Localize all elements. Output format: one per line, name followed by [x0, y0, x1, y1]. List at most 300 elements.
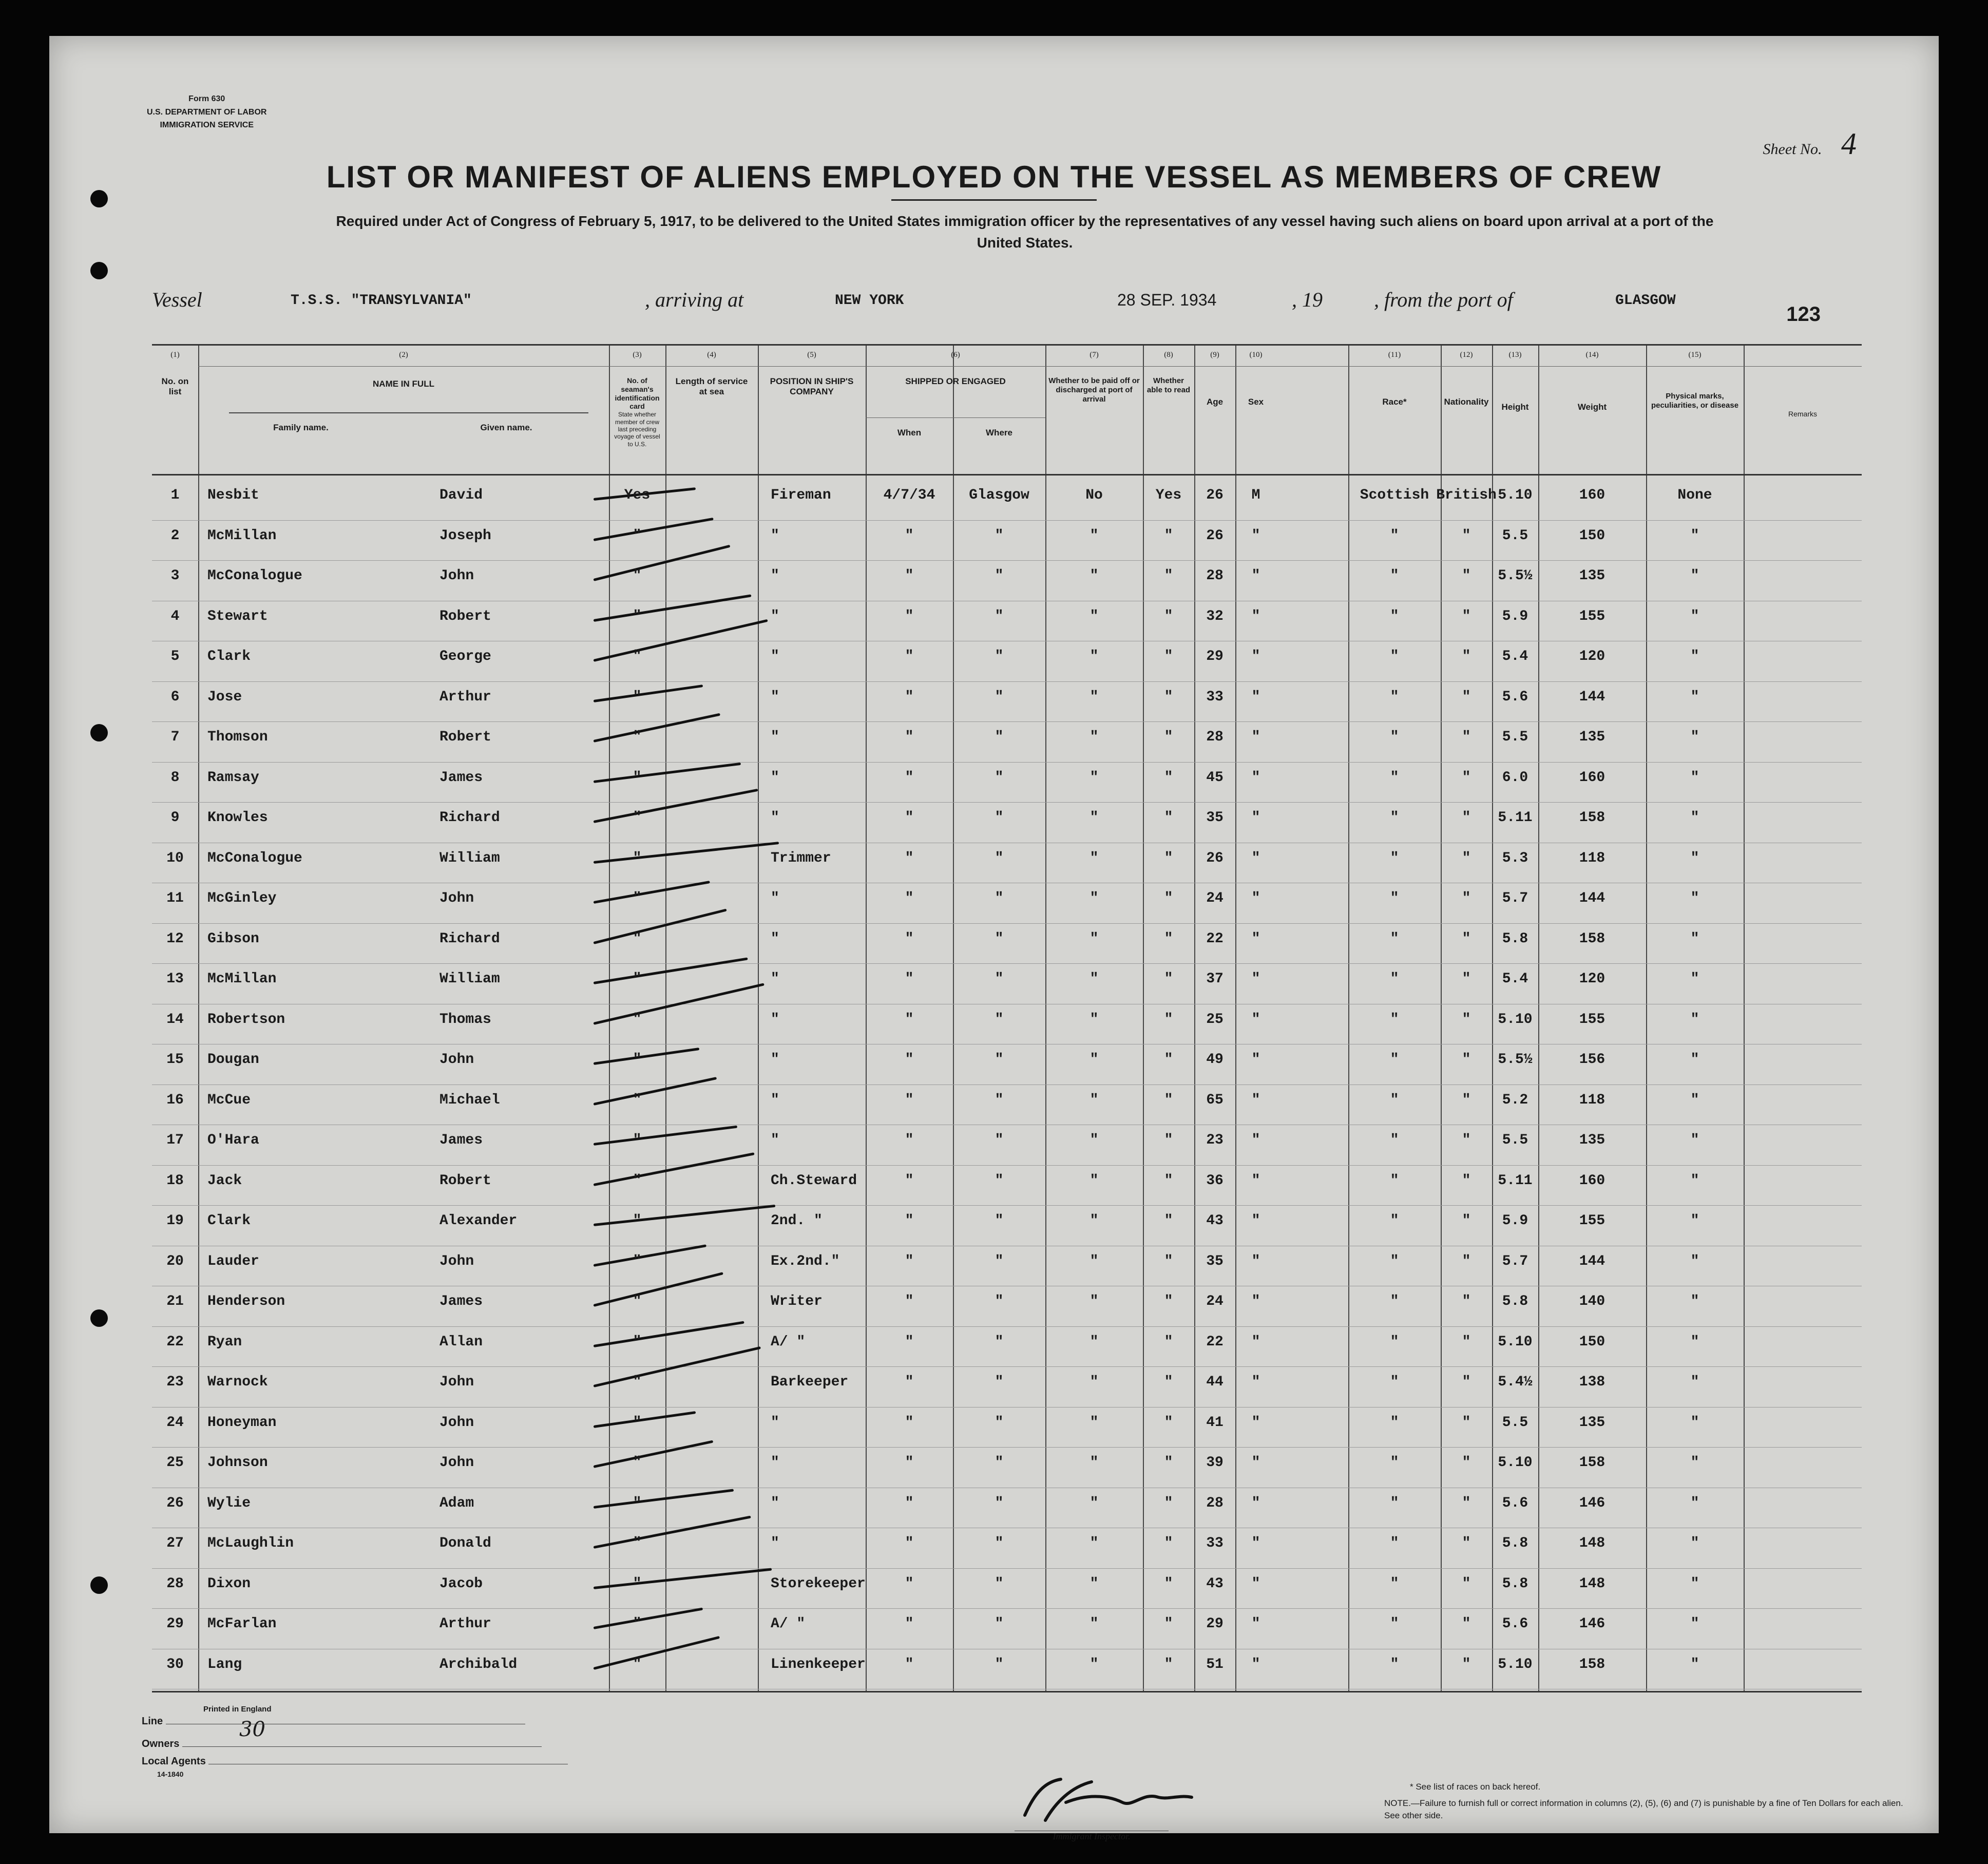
age: 25: [1206, 1011, 1224, 1028]
nationality: ": [1462, 1294, 1471, 1309]
paid-off: ": [1089, 810, 1099, 826]
row-number: 15: [166, 1052, 184, 1068]
row-number: 23: [166, 1374, 184, 1390]
punch-hole: [90, 724, 108, 741]
race: ": [1390, 729, 1399, 745]
table-row: [152, 521, 1862, 561]
row-number: 28: [166, 1575, 184, 1592]
row-number: 7: [170, 729, 180, 745]
seaman-card: ": [633, 689, 642, 705]
position: A/ ": [771, 1616, 806, 1632]
paid-off: ": [1089, 1092, 1099, 1108]
shipped-where: ": [995, 689, 1004, 705]
paid-off: ": [1089, 1294, 1099, 1309]
seaman-card: ": [633, 850, 642, 866]
form-header: [147, 92, 266, 132]
able-read: ": [1164, 1092, 1173, 1108]
race: ": [1390, 1253, 1399, 1269]
table-row: [152, 1246, 1862, 1287]
physical-marks: ": [1690, 1575, 1699, 1592]
header-when: When: [897, 428, 922, 438]
seaman-card: ": [633, 608, 642, 624]
row-number: 13: [166, 971, 184, 987]
physical-marks: None: [1677, 487, 1712, 503]
height: 5.5: [1502, 1414, 1528, 1431]
nationality: British: [1436, 487, 1497, 503]
pen-strike: [594, 763, 741, 783]
paid-off: ": [1089, 1616, 1099, 1632]
family-name: Lauder: [207, 1253, 259, 1269]
sex: ": [1251, 1374, 1260, 1390]
shipped-where: ": [995, 1656, 1004, 1672]
shipped-when: 4/7/34: [883, 487, 935, 503]
sex: ": [1251, 769, 1260, 786]
height: 5.8: [1502, 930, 1528, 947]
shipped-when: ": [905, 1374, 914, 1390]
physical-marks: ": [1690, 971, 1699, 987]
family-name: McMillan: [207, 527, 277, 544]
age: 26: [1206, 850, 1224, 866]
shipped-where: ": [995, 729, 1004, 745]
physical-marks: ": [1690, 1656, 1699, 1672]
able-read: ": [1164, 1374, 1173, 1390]
races-note: * See list of races on back hereof.: [1410, 1782, 1541, 1792]
position: ": [771, 1132, 779, 1148]
family-name: Thomson: [207, 729, 268, 745]
age: 24: [1206, 1294, 1224, 1309]
paid-off: ": [1089, 568, 1099, 584]
age: 33: [1206, 1535, 1224, 1551]
family-name: Gibson: [207, 930, 259, 947]
physical-marks: ": [1690, 769, 1699, 786]
vessel-name: T.S.S. "TRANSYLVANIA": [291, 293, 472, 309]
position: Barkeeper: [771, 1374, 849, 1390]
paid-off: ": [1089, 971, 1099, 987]
paid-off: ": [1089, 608, 1099, 624]
height: 5.8: [1502, 1575, 1528, 1592]
row-number: 10: [166, 850, 184, 866]
age: 41: [1206, 1414, 1224, 1431]
sex: ": [1251, 1253, 1260, 1269]
given-name: Richard: [439, 810, 500, 826]
height: 5.11: [1498, 1172, 1533, 1189]
able-read: ": [1164, 1213, 1173, 1229]
sex: ": [1251, 930, 1260, 947]
position: Fireman: [771, 487, 831, 503]
weight: 158: [1579, 1455, 1605, 1471]
seaman-card: ": [633, 1656, 642, 1672]
nationality: ": [1462, 1374, 1471, 1390]
footer-lines: [142, 1710, 568, 1780]
weight: 138: [1579, 1374, 1605, 1390]
table-row: [152, 641, 1862, 682]
able-read: ": [1164, 608, 1173, 624]
row-number: 20: [166, 1253, 184, 1269]
nationality: ": [1462, 890, 1471, 906]
shipped-where: ": [995, 890, 1004, 906]
seaman-card: ": [633, 1253, 642, 1269]
physical-marks: ": [1690, 1052, 1699, 1068]
sex: ": [1251, 971, 1260, 987]
able-read: Yes: [1155, 487, 1182, 503]
shipped-when: ": [905, 1172, 914, 1189]
height: 5.7: [1502, 890, 1528, 906]
weight: 146: [1579, 1616, 1605, 1632]
family-name: Lang: [207, 1656, 242, 1672]
sheet-number: [1763, 126, 1857, 162]
shipped-where: ": [995, 1575, 1004, 1592]
able-read: ": [1164, 971, 1173, 987]
shipped-where: ": [995, 527, 1004, 544]
shipped-when: ": [905, 1535, 914, 1551]
height: 5.3: [1502, 850, 1528, 866]
table-row: [152, 722, 1862, 763]
weight: 158: [1579, 930, 1605, 947]
sex: ": [1251, 1575, 1260, 1592]
family-name: McFarlan: [207, 1616, 277, 1632]
age: 32: [1206, 608, 1224, 624]
table-row: [152, 843, 1862, 884]
shipped-when: ": [905, 1575, 914, 1592]
age: 43: [1206, 1213, 1224, 1229]
printed-in-england: Printed in England: [203, 1705, 272, 1714]
table-row: [152, 1488, 1862, 1529]
height: 5.6: [1502, 689, 1528, 705]
row-number: 22: [166, 1334, 184, 1350]
from-port: GLASGOW: [1615, 293, 1676, 309]
row-number: 14: [166, 1011, 184, 1028]
given-name: William: [439, 971, 500, 987]
nationality: ": [1462, 1656, 1471, 1672]
age: 35: [1206, 810, 1224, 826]
family-name: O'Hara: [207, 1132, 259, 1148]
sex: ": [1251, 649, 1260, 664]
family-name: Dougan: [207, 1052, 259, 1068]
physical-marks: ": [1690, 1011, 1699, 1028]
table-row: [152, 1407, 1862, 1448]
age: 28: [1206, 729, 1224, 745]
seaman-card: ": [633, 1495, 642, 1511]
shipped-where: ": [995, 1455, 1004, 1471]
height: 5.8: [1502, 1294, 1528, 1309]
from-label: , from the port of: [1374, 288, 1513, 311]
race: ": [1390, 890, 1399, 906]
nationality: ": [1462, 1011, 1471, 1028]
weight: 140: [1579, 1294, 1605, 1309]
col-number: (1): [170, 351, 180, 359]
col-number: (11): [1388, 351, 1401, 359]
inspector-label: Immigrant Inspector.: [1053, 1831, 1131, 1841]
sex: ": [1251, 1656, 1260, 1672]
nationality: ": [1462, 649, 1471, 664]
race: ": [1390, 1294, 1399, 1309]
shipped-where: ": [995, 810, 1004, 826]
family-name: Knowles: [207, 810, 268, 826]
agents-code: 14-1840: [157, 1770, 184, 1778]
header-physical-marks: Physical marks, peculiarities, or disease: [1651, 392, 1739, 410]
col-number: (10): [1249, 351, 1263, 359]
shipped-when: ": [905, 769, 914, 786]
position: ": [771, 608, 779, 624]
row-number: 26: [166, 1495, 184, 1511]
sex: ": [1251, 689, 1260, 705]
pen-strike: [594, 881, 710, 904]
family-name: Henderson: [207, 1294, 285, 1309]
shipped-where: ": [995, 1294, 1004, 1309]
header-family-name: Family name.: [273, 423, 329, 432]
pen-strike: [594, 1048, 700, 1065]
paid-off: ": [1089, 850, 1099, 866]
position: 2nd. ": [771, 1213, 823, 1229]
race: Scottish: [1360, 487, 1429, 503]
shipped-where: ": [995, 850, 1004, 866]
col-number: (8): [1164, 351, 1173, 359]
col-number: (2): [399, 351, 408, 359]
physical-marks: ": [1690, 608, 1699, 624]
shipped-when: ": [905, 1495, 914, 1511]
seaman-card: ": [633, 527, 642, 544]
paid-off: ": [1089, 1172, 1099, 1189]
seaman-card-label: No. of seaman's identification card: [615, 376, 660, 411]
shipped-where: ": [995, 1495, 1004, 1511]
given-name: John: [439, 568, 474, 584]
nationality: ": [1462, 971, 1471, 987]
height: 5.6: [1502, 1495, 1528, 1511]
agents-label: Local Agents: [142, 1756, 206, 1767]
row-number: 21: [166, 1294, 184, 1309]
row-number: 9: [170, 810, 180, 826]
col-number: (15): [1688, 351, 1702, 359]
paid-off: ": [1089, 689, 1099, 705]
sex: ": [1251, 1294, 1260, 1309]
able-read: ": [1164, 1495, 1173, 1511]
row-number: 18: [166, 1172, 184, 1189]
pen-strike: [594, 684, 703, 702]
shipped-when: ": [905, 930, 914, 947]
col-number: (5): [807, 351, 816, 359]
paid-off: ": [1089, 1455, 1099, 1471]
paid-off: ": [1089, 1011, 1099, 1028]
header-weight: Weight: [1577, 402, 1607, 412]
shipped-where: ": [995, 1172, 1004, 1189]
family-name: Dixon: [207, 1575, 251, 1592]
position: ": [771, 1414, 779, 1431]
table-row: [152, 1004, 1862, 1045]
given-name: James: [439, 1132, 483, 1148]
sex: ": [1251, 1172, 1260, 1189]
able-read: ": [1164, 649, 1173, 664]
given-name: Alexander: [439, 1213, 518, 1229]
paid-off: No: [1085, 487, 1103, 503]
height: 5.5: [1502, 1132, 1528, 1148]
table-row: [152, 1367, 1862, 1407]
shipped-when: ": [905, 729, 914, 745]
physical-marks: ": [1690, 568, 1699, 584]
given-name: William: [439, 850, 500, 866]
position: ": [771, 1495, 779, 1511]
paid-off: ": [1089, 1535, 1099, 1551]
year-label: , 19: [1292, 288, 1323, 311]
height: 5.4: [1502, 971, 1528, 987]
family-name: Stewart: [207, 608, 268, 624]
paid-off: ": [1089, 649, 1099, 664]
age: 29: [1206, 1616, 1224, 1632]
physical-marks: ": [1690, 850, 1699, 866]
position: ": [771, 689, 779, 705]
paid-off: ": [1089, 1334, 1099, 1350]
nationality: ": [1462, 1052, 1471, 1068]
position: ": [771, 1052, 779, 1068]
sex: ": [1251, 850, 1260, 866]
nationality: ": [1462, 689, 1471, 705]
seaman-card: ": [633, 1092, 642, 1108]
table-row: [152, 1166, 1862, 1206]
physical-marks: ": [1690, 527, 1699, 544]
family-name: McConalogue: [207, 850, 302, 866]
able-read: ": [1164, 1132, 1173, 1148]
table-row: [152, 1044, 1862, 1085]
height: 5.10: [1498, 1455, 1533, 1471]
age: 26: [1206, 527, 1224, 544]
sex: ": [1251, 1535, 1260, 1551]
height: 5.4: [1502, 649, 1528, 664]
arriving-port: NEW YORK: [835, 293, 904, 309]
race: ": [1390, 971, 1399, 987]
age: 65: [1206, 1092, 1224, 1108]
race: ": [1390, 1172, 1399, 1189]
given-name: Robert: [439, 729, 491, 745]
race: ": [1390, 769, 1399, 786]
position: ": [771, 649, 779, 664]
physical-marks: ": [1690, 1294, 1699, 1309]
able-read: ": [1164, 1656, 1173, 1672]
shipped-when: ": [905, 1455, 914, 1471]
sex: ": [1251, 608, 1260, 624]
race: ": [1390, 689, 1399, 705]
physical-marks: ": [1690, 930, 1699, 947]
row-number: 3: [170, 568, 180, 584]
given-name: George: [439, 649, 491, 664]
nationality: ": [1462, 1455, 1471, 1471]
weight: 160: [1579, 1172, 1605, 1189]
position: ": [771, 1011, 779, 1028]
weight: 150: [1579, 1334, 1605, 1350]
able-read: ": [1164, 1052, 1173, 1068]
shipped-where: ": [995, 769, 1004, 786]
nationality: ": [1462, 769, 1471, 786]
punch-hole: [90, 1309, 108, 1327]
paid-off: ": [1089, 1213, 1099, 1229]
position: ": [771, 568, 779, 584]
height: 5.2: [1502, 1092, 1528, 1108]
race: ": [1390, 810, 1399, 826]
position: ": [771, 810, 779, 826]
seaman-card: ": [633, 1455, 642, 1471]
sex: ": [1251, 1455, 1260, 1471]
race: ": [1390, 1616, 1399, 1632]
weight: 135: [1579, 568, 1605, 584]
race: ": [1390, 1495, 1399, 1511]
pen-strike: [594, 1244, 706, 1267]
family-name: McConalogue: [207, 568, 302, 584]
shipped-when: ": [905, 1132, 914, 1148]
handwritten-count: 30: [239, 1718, 265, 1741]
race: ": [1390, 1011, 1399, 1028]
row-number: 8: [170, 769, 180, 786]
able-read: ": [1164, 1294, 1173, 1309]
paid-off: ": [1089, 890, 1099, 906]
seaman-card: ": [633, 1334, 642, 1350]
shipped-when: ": [905, 1294, 914, 1309]
sex: ": [1251, 1334, 1260, 1350]
line-label: Line: [142, 1716, 163, 1727]
given-name: Arthur: [439, 689, 491, 705]
table-row: [152, 480, 1862, 521]
able-read: ": [1164, 1414, 1173, 1431]
header-sex: Sex: [1248, 397, 1264, 407]
weight: 155: [1579, 608, 1605, 624]
given-name: Allan: [439, 1334, 483, 1350]
given-name: John: [439, 1253, 474, 1269]
shipped-when: ": [905, 1253, 914, 1269]
age: 29: [1206, 649, 1224, 664]
shipped-where: ": [995, 568, 1004, 584]
given-name: James: [439, 1294, 483, 1309]
given-name: Adam: [439, 1495, 474, 1511]
nationality: ": [1462, 608, 1471, 624]
seaman-card: ": [633, 649, 642, 664]
age: 39: [1206, 1455, 1224, 1471]
age: 36: [1206, 1172, 1224, 1189]
header-position: POSITION IN SHIP'S COMPANY: [770, 376, 854, 397]
row-number: 29: [166, 1616, 184, 1632]
able-read: ": [1164, 1253, 1173, 1269]
weight: 118: [1579, 1092, 1605, 1108]
table-row: [152, 561, 1862, 601]
age: 23: [1206, 1132, 1224, 1148]
nationality: ": [1462, 1213, 1471, 1229]
vessel-line: [152, 288, 1867, 318]
race: ": [1390, 1575, 1399, 1592]
race: ": [1390, 649, 1399, 664]
header-paid-off: Whether to be paid off or discharged at port of arrival: [1048, 376, 1140, 404]
shipped-where: ": [995, 1213, 1004, 1229]
age: 44: [1206, 1374, 1224, 1390]
nationality: ": [1462, 1172, 1471, 1189]
nationality: ": [1462, 810, 1471, 826]
date-stamp: 28 SEP. 1934: [1117, 291, 1217, 309]
able-read: ": [1164, 930, 1173, 947]
col-number: (14): [1585, 351, 1599, 359]
height: 5.4½: [1498, 1374, 1533, 1390]
able-read: ": [1164, 769, 1173, 786]
pen-strike: [594, 1411, 696, 1428]
shipped-where: ": [995, 1616, 1004, 1632]
given-name: Donald: [439, 1535, 491, 1551]
nationality: ": [1462, 1575, 1471, 1592]
weight: 160: [1579, 769, 1605, 786]
shipped-when: ": [905, 649, 914, 664]
table-row: [152, 1609, 1862, 1649]
table-row: [152, 964, 1862, 1004]
family-name: Jose: [207, 689, 242, 705]
nationality: ": [1462, 1535, 1471, 1551]
shipped-where: ": [995, 1052, 1004, 1068]
shipped-when: ": [905, 1414, 914, 1431]
given-name: John: [439, 1052, 474, 1068]
age: 28: [1206, 1495, 1224, 1511]
position: ": [771, 890, 779, 906]
